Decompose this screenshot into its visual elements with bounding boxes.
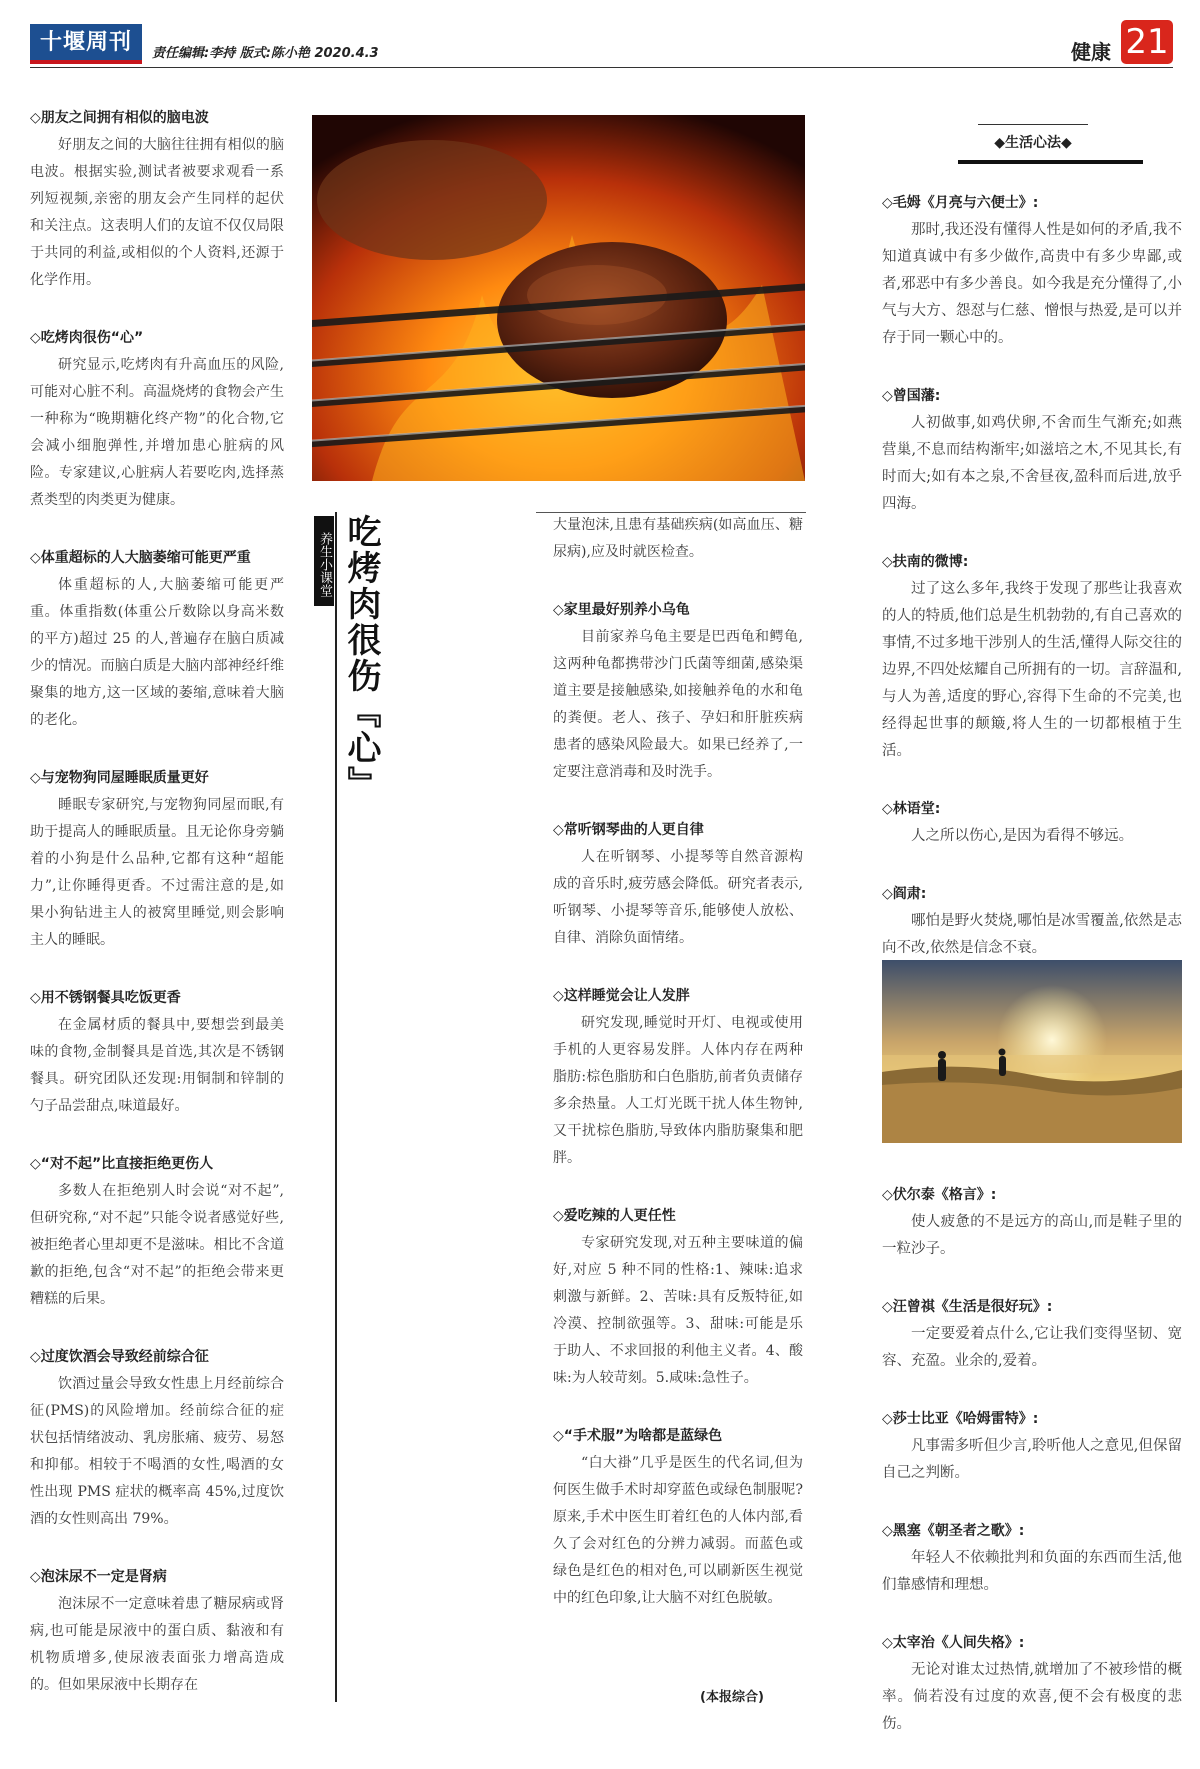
article [30, 985, 284, 1120]
quote [882, 1630, 1182, 1738]
quote-author: ◇曾国藩: [882, 388, 941, 404]
article [553, 1203, 803, 1392]
quote-author: ◇伏尔泰《格言》: [882, 1187, 997, 1203]
quote [882, 383, 1182, 518]
article-body: 泡沫尿不一定意味着患了糖尿病或肾病,也可能是尿液中的蛋白质、黏液和有机物质增多,使尿液表面张力增高造成的。但如果尿液中长期存在 [30, 1596, 284, 1693]
quote-text: 年轻人不依赖批判和负面的东西而生活,他们靠感情和理想。 [882, 1550, 1182, 1593]
source-note: (本报综合) [700, 1690, 764, 1705]
article-heading: ◇爱吃辣的人更任性 [553, 1208, 676, 1224]
article-heading: ◇用不锈钢餐具吃饭更香 [30, 990, 181, 1006]
feature-title: 吃烤肉很伤『心』 [341, 514, 381, 802]
life-wisdom-header [958, 124, 1143, 164]
quote [882, 549, 1182, 765]
page-number-badge: 21 [1121, 20, 1173, 64]
quote [882, 796, 1182, 850]
quote-text: 凡事需多听但少言,聆听他人之意见,但保留自己之判断。 [882, 1438, 1182, 1481]
quote-author: ◇毛姆《月亮与六便士》: [882, 195, 1039, 211]
article [30, 1344, 284, 1533]
article [30, 1151, 284, 1313]
article-body: 研究显示,吃烤肉有升高血压的风险,可能对心脏不利。高温烧烤的食物会产生一种称为“晚期糖化终产物”的化合物,它会减小细胞弹性,并增加患心脏病的风险。专家建议,心脏病人若要吃肉,选择蒸煮类型的肉类更为健康。 [30, 357, 284, 508]
article-body: 好朋友之间的大脑往往拥有相似的脑电波。根据实验,测试者被要求观看一系列短视频,亲密的朋友会产生同样的起伏和关注点。这表明人们的友谊不仅仅局限于共同的利益,或相似的个人资料,还源于化学作用。 [30, 137, 284, 288]
quote-text: 那时,我还没有懂得人性是如何的矛盾,我不知道真诚中有多少做作,高贵中有多少卑鄙,或者,邪恶中有多少善良。如今我是充分懂得了,小气与大方、怨怼与仁慈、憎恨与热爱,是可以并存于同一颗心中的。 [882, 222, 1182, 346]
article-body: 多数人在拒绝别人时会说“对不起”,但研究称,“对不起”只能令说者感觉好些,被拒绝者心里却更不是滋味。相比不含道歉的拒绝,包含“对不起”的拒绝会带来更糟糕的后果。 [30, 1183, 284, 1307]
article [553, 817, 803, 952]
grilled-meat-photo [312, 115, 805, 481]
quote [882, 1294, 1182, 1375]
column-right-lower [882, 1182, 1182, 1769]
article-body: 研究发现,睡觉时开灯、电视或使用手机的人更容易发胖。人体内存在两种脂肪:棕色脂肪和白色脂肪,前者负责储存多余热量。人工灯光既干扰人体生物钟,又干扰棕色脂肪,导致体内脂肪聚集和肥胖。 [553, 1015, 803, 1166]
quote-author: ◇太宰治《人间失格》: [882, 1635, 1025, 1651]
section-name: 健康 [1071, 40, 1111, 64]
article [30, 765, 284, 954]
quote-text: 人初做事,如鸡伏卵,不舍而生气渐充;如燕营巢,不息而结构渐牢;如滋培之木,不见其长,有时而大;如有本之泉,不舍昼夜,盈科而后进,放乎四海。 [882, 415, 1182, 512]
article-heading: ◇常听钢琴曲的人更自律 [553, 822, 704, 838]
header-rule [30, 67, 1173, 68]
quote-text: 过了这么多年,我终于发现了那些让我喜欢的人的特质,他们总是生机勃勃的,有自己喜欢的事情,不过多地干涉别人的生活,懂得人际交往的边界,不四处炫耀自己所拥有的一切。言辞温和,与人为善,适度的野心,容得下生命的不完美,也经得起世事的颠簸,将人生的一切都根植于生活。 [882, 581, 1182, 759]
article [553, 983, 803, 1172]
quote [882, 1406, 1182, 1487]
article-heading: ◇泡沫尿不一定是肾病 [30, 1569, 167, 1585]
article [553, 1423, 803, 1612]
quote-text: 一定要爱着点什么,它让我们变得坚韧、宽容、充盈。业余的,爱着。 [882, 1326, 1182, 1369]
article [30, 105, 284, 294]
article [30, 325, 284, 514]
quote-author: ◇阎肃: [882, 886, 927, 902]
article-heading: ◇朋友之间拥有相似的脑电波 [30, 110, 209, 126]
article-heading: ◇过度饮酒会导致经前综合征 [30, 1349, 209, 1365]
article [30, 545, 284, 734]
life-wisdom-label: ◆生活心法◆ [994, 135, 1072, 151]
article-body: 饮酒过量会导致女性患上月经前综合征(PMS)的风险增加。经前综合征的症状包括情绪波动、乳房胀痛、疲劳、易怒和抑郁。相较于不喝酒的女性,喝酒的女性出现 PMS 症状的概率高 45%,过度饮酒的女性则高出 79%。 [30, 1376, 284, 1527]
quote-author: ◇黑塞《朝圣者之歌》: [882, 1523, 1025, 1539]
article-heading: ◇“手术服”为啥都是蓝绿色 [553, 1428, 723, 1444]
editor-line: 责任编辑:李持 版式:陈小艳 2020.4.3 [152, 46, 379, 61]
article-body: 大量泡沫,且患有基础疾病(如高血压、糖尿病),应及时就医检查。 [553, 517, 803, 560]
article-heading: ◇这样睡觉会让人发胖 [553, 988, 690, 1004]
article-heading: ◇体重超标的人大脑萎缩可能更严重 [30, 550, 251, 566]
quote [882, 190, 1182, 352]
column-middle [553, 512, 803, 1643]
header-thick-rule [958, 160, 1143, 164]
quote [882, 1182, 1182, 1263]
article-body: “白大褂”几乎是医生的代名词,但为何医生做手术时却穿蓝色或绿色制服呢?原来,手术中医生盯着红色的人体内部,看久了会对红色的分辨力减弱。而蓝色或绿色是红色的相对色,可以刷新医生视觉中的红色印象,让大脑不对红色脱敏。 [553, 1455, 803, 1606]
quote-text: 使人疲惫的不是远方的高山,而是鞋子里的一粒沙子。 [882, 1214, 1182, 1257]
quote-author: ◇汪曾祺《生活是很好玩》: [882, 1299, 1053, 1315]
beach-sunset-photo [882, 960, 1182, 1143]
article-body: 专家研究发现,对五种主要味道的偏好,对应 5 种不同的性格:1、辣味:追求刺激与新鲜。2、苦味:具有反叛特征,如冷漠、控制欲强等。3、甜味:可能是乐于助人、不求回报的利他主义者。4、酸味:为人较苛刻。5.咸味:急性子。 [553, 1235, 803, 1386]
quote-author: ◇莎士比亚《哈姆雷特》: [882, 1411, 1039, 1427]
quote-text: 人之所以伤心,是因为看得不够远。 [911, 828, 1134, 844]
article-heading: ◇与宠物狗同屋睡眠质量更好 [30, 770, 209, 786]
quote-author: ◇扶南的微博: [882, 554, 969, 570]
quote [882, 881, 1182, 962]
quote-text: 哪怕是野火焚烧,哪怕是冰雪覆盖,依然是志向不改,依然是信念不衰。 [882, 913, 1182, 956]
article-body: 在金属材质的餐具中,要想尝到最美味的食物,金制餐具是首选,其次是不锈钢餐具。研究团队还发现:用铜制和锌制的勺子品尝甜点,味道最好。 [30, 1017, 284, 1114]
article [553, 512, 803, 566]
article [553, 597, 803, 786]
column-left [30, 105, 284, 1730]
article-heading: ◇吃烤肉很伤“心” [30, 330, 144, 346]
quote-author: ◇林语堂: [882, 801, 941, 817]
quote [882, 1518, 1182, 1599]
article-body: 睡眠专家研究,与宠物狗同屋而眠,有助于提高人的睡眠质量。且无论你身旁躺着的小狗是什么品种,它都有这种“超能力”,让你睡得更香。不过需注意的是,如果小狗钻进主人的被窝里睡觉,则会影响主人的睡眠。 [30, 797, 284, 948]
newspaper-logo: 十堰周刊 [30, 24, 142, 64]
article [30, 1564, 284, 1699]
article-heading: ◇“对不起”比直接拒绝更伤人 [30, 1156, 214, 1172]
feature-tag: 养生小课堂 [314, 516, 334, 606]
vertical-rule [335, 512, 337, 1702]
article-body: 目前家养乌龟主要是巴西龟和鳄龟,这两种龟都携带沙门氏菌等细菌,感染渠道主要是接触感染,如接触养龟的水和龟的粪便。老人、孩子、孕妇和肝脏疾病患者的感染风险最大。如果已经养了,一定要注意消毒和及时洗手。 [553, 629, 803, 780]
article-heading: ◇家里最好别养小乌龟 [553, 602, 690, 618]
header-thin-rule [978, 124, 1088, 125]
masthead [30, 20, 1173, 68]
quote-text: 无论对谁太过热情,就增加了不被珍惜的概率。倘若没有过度的欢喜,便不会有极度的悲伤。 [882, 1662, 1182, 1732]
column-right [882, 190, 1182, 993]
article-body: 体重超标的人,大脑萎缩可能更严重。体重指数(体重公斤数除以身高米数的平方)超过 25 的人,普遍存在脑白质减少的情况。而脑白质是大脑内部神经纤维聚集的地方,这一区域的萎缩,意味着大脑的老化。 [30, 577, 284, 728]
article-body: 人在听钢琴、小提琴等自然音源构成的音乐时,疲劳感会降低。研究者表示,听钢琴、小提琴等音乐,能够使人放松、自律、消除负面情绪。 [553, 849, 803, 946]
